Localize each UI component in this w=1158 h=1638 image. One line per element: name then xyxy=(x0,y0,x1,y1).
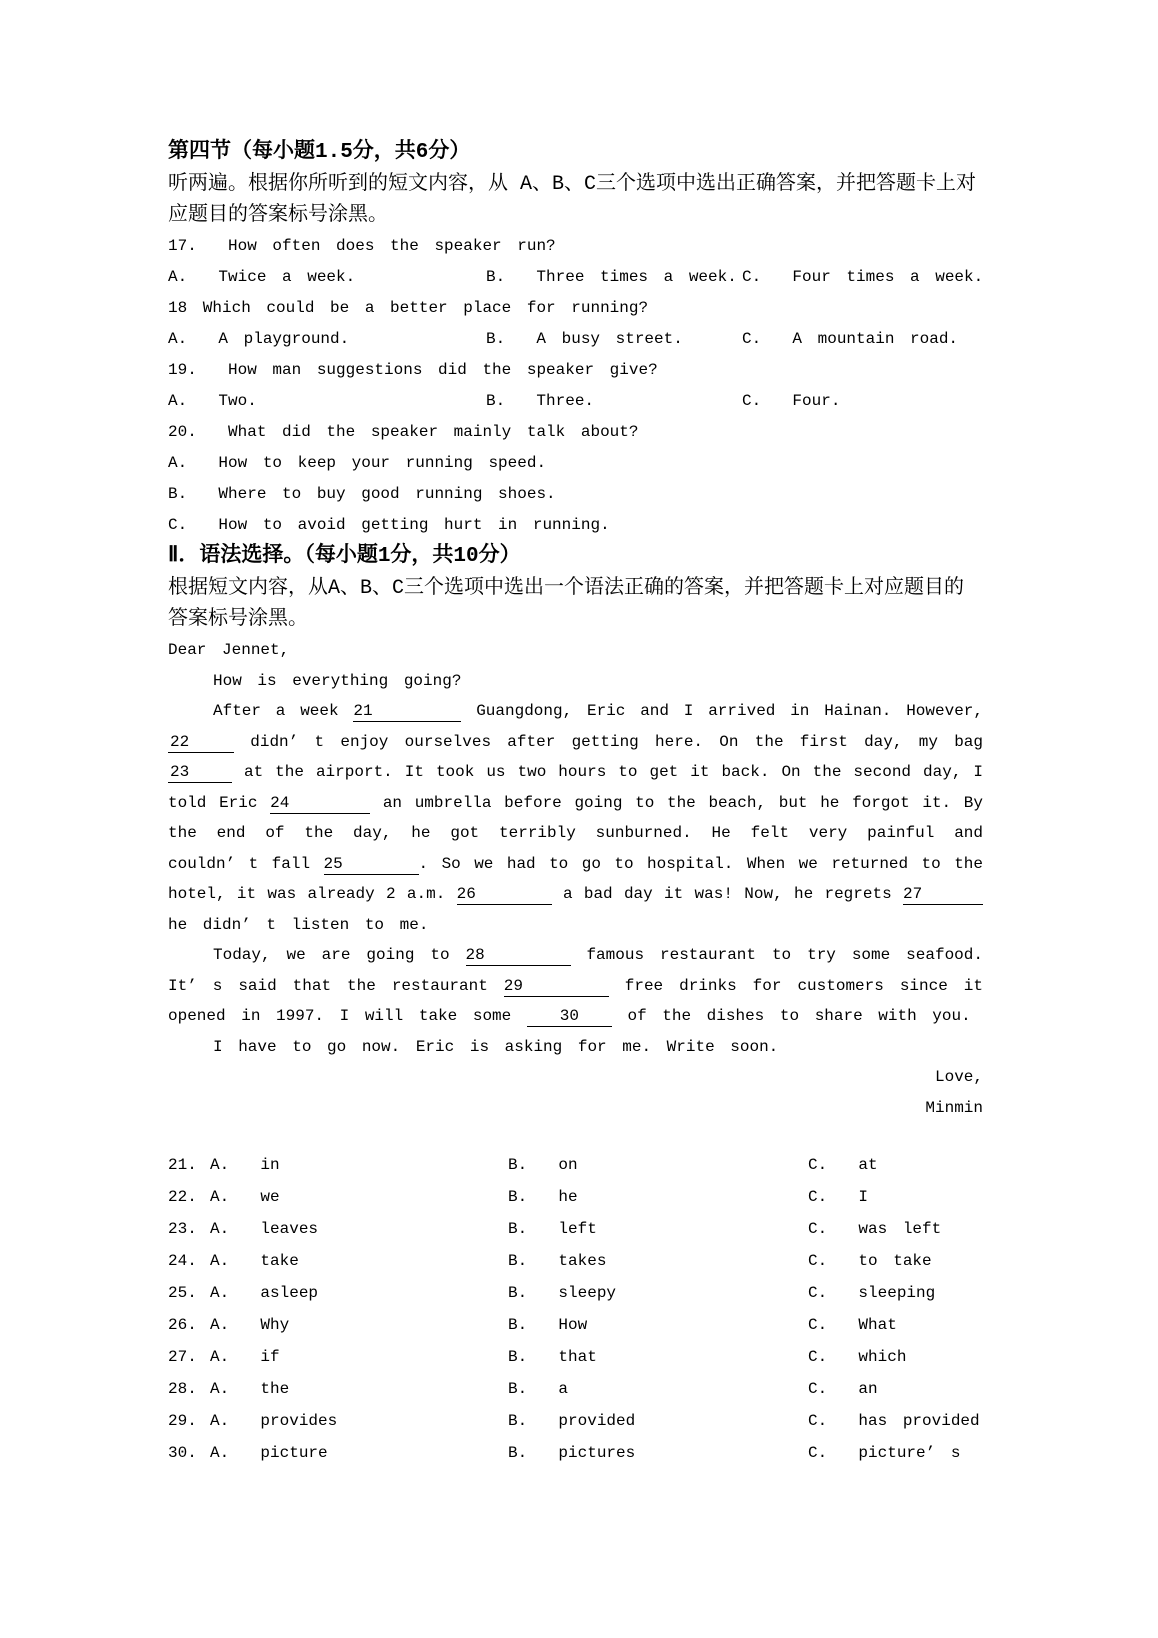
grammar-section-title: Ⅱ．语法选择。（每小题1分，共10分） xyxy=(168,545,521,568)
choice-a: A. leaves xyxy=(210,1220,319,1238)
choice-b: B. provided xyxy=(508,1412,636,1430)
choice-row xyxy=(168,1245,983,1277)
choice-row xyxy=(168,1373,983,1405)
choice-c: C. What xyxy=(808,1316,897,1334)
choice-num: 23. xyxy=(168,1220,197,1238)
choice-num: 27. xyxy=(168,1348,197,1366)
choice-a: A. provides xyxy=(210,1412,338,1430)
letter-body xyxy=(168,666,983,1063)
letter-closing: Love, xyxy=(934,1068,983,1086)
option-b: B. Where to buy good running shoes. xyxy=(168,485,556,503)
choice-num: 25. xyxy=(168,1284,197,1302)
answer-blank-26: 26 xyxy=(457,886,552,905)
instruction-line: 听两遍。根据你所听到的短文内容，从 A、B、C三个选项中选出正确答案，并把答题卡上对 xyxy=(168,173,977,196)
choices-list xyxy=(168,1149,983,1469)
question-stem: 18 Which could be a better place for running? xyxy=(168,299,649,317)
option-a: A. Two. xyxy=(168,392,257,410)
choice-num: 22. xyxy=(168,1188,197,1206)
instruction-line: 答案标号涂黑。 xyxy=(168,608,308,631)
option-b: B. Three times a week. xyxy=(486,268,737,286)
question-stem: 17. How often does the speaker run? xyxy=(168,237,556,255)
letter-line: How is everything going? xyxy=(213,671,462,690)
choice-b: B. takes xyxy=(508,1252,607,1270)
choice-num: 24. xyxy=(168,1252,197,1270)
choice-a: A. if xyxy=(210,1348,280,1366)
option-a: A. Twice a week. xyxy=(168,268,356,286)
choice-row xyxy=(168,1213,983,1245)
instruction-line: 应题目的答案标号涂黑。 xyxy=(168,204,388,227)
choice-c: C. was left xyxy=(808,1220,942,1238)
choice-c: C. to take xyxy=(808,1252,932,1270)
instruction-line: 根据短文内容，从A、B、C三个选项中选出一个语法正确的答案，并把答题卡上对应题目的 xyxy=(168,577,965,600)
question-stem: 20. What did the speaker mainly talk about? xyxy=(168,423,639,441)
letter-line: opened in 1997. I will take some 30 of the dishes to share with you. xyxy=(168,1007,971,1025)
answer-blank-28: 28 xyxy=(466,947,571,966)
grammar-section xyxy=(168,541,983,1469)
grammar-instructions xyxy=(168,573,983,635)
letter-line: It’ s said that the restaurant 29 free drinks for customers since it xyxy=(168,976,983,995)
choice-c: C. which xyxy=(808,1348,907,1366)
letter-line: the end of the day, he got terribly sunburned. He felt very painful and xyxy=(168,824,983,842)
choice-b: B. on xyxy=(508,1156,578,1174)
choice-b: B. sleepy xyxy=(508,1284,617,1302)
choice-num: 28. xyxy=(168,1380,197,1398)
listening-instructions xyxy=(168,169,983,231)
choice-row xyxy=(168,1149,983,1181)
answer-blank-27: 27 xyxy=(903,886,983,905)
choice-row xyxy=(168,1437,983,1469)
answer-blank-29: 29 xyxy=(504,978,609,997)
option-a: A. How to keep your running speed. xyxy=(168,454,547,472)
answer-blank-23: 23 xyxy=(168,764,232,783)
option-b: B. A busy street. xyxy=(486,330,683,348)
letter-line: hotel, it was already 2 a.m. 26 a bad day it was! Now, he regrets 27 xyxy=(168,879,983,910)
letter-line: he didn’ t listen to me. xyxy=(168,915,429,934)
answer-blank-25: 25 xyxy=(324,856,419,875)
choice-b: B. that xyxy=(508,1348,597,1366)
choice-b: B. pictures xyxy=(508,1444,636,1462)
choice-num: 29. xyxy=(168,1412,197,1430)
letter-line: 23 at the airport. It took us two hours to get it back. On the second day, I xyxy=(170,763,983,781)
choice-b: B. he xyxy=(508,1188,578,1206)
letter-line: Today, we are going to 28 famous restaurant to try some seafood. xyxy=(213,946,983,964)
letter-signature: Minmin xyxy=(925,1098,983,1117)
option-c: C. A mountain road. xyxy=(742,330,959,348)
listening-section xyxy=(168,137,983,541)
option-c: C. How to avoid getting hurt in running. xyxy=(168,516,610,534)
choice-b: B. a xyxy=(508,1380,569,1398)
choice-num: 26. xyxy=(168,1316,197,1334)
option-c: C. Four times a week. xyxy=(742,268,984,286)
choice-a: A. take xyxy=(210,1252,299,1270)
answer-blank-24: 24 xyxy=(270,795,370,814)
choice-a: A. we xyxy=(210,1188,280,1206)
choice-c: C. sleeping xyxy=(808,1284,936,1302)
choice-row xyxy=(168,1309,983,1341)
choice-c: C. has provided xyxy=(808,1412,980,1430)
answer-blank-21: 21 xyxy=(353,703,461,722)
letter-line: After a week 21 Guangdong, Eric and I arrived in Hainan. However, xyxy=(213,702,984,720)
choice-a: A. in xyxy=(210,1156,280,1174)
choice-c: C. at xyxy=(808,1156,878,1174)
choice-row xyxy=(168,1277,983,1309)
choice-a: A. Why xyxy=(210,1316,290,1334)
listening-questions xyxy=(168,231,983,541)
options-row xyxy=(168,262,983,293)
choice-a: A. asleep xyxy=(210,1284,319,1302)
choice-row xyxy=(168,1341,983,1373)
choice-row xyxy=(168,1405,983,1437)
choice-num: 30. xyxy=(168,1444,197,1462)
question-stem: 19. How man suggestions did the speaker give? xyxy=(168,361,658,379)
letter-line: couldn’ t fall 25 . So we had to go to hospital. When we returned to the xyxy=(168,854,984,873)
choice-a: A. picture xyxy=(210,1444,328,1462)
option-b: B. Three. xyxy=(486,392,595,410)
option-a: A. A playground. xyxy=(168,330,350,348)
options-row xyxy=(168,386,983,417)
letter-line: 22 didn’ t enjoy ourselves after getting here. On the first day, my bag xyxy=(170,732,983,751)
answer-blank-30: 30 xyxy=(527,1008,612,1027)
options-row xyxy=(168,324,983,355)
choice-c: C. an xyxy=(808,1380,878,1398)
choice-c: C. picture’ s xyxy=(808,1444,961,1462)
choice-b: B. How xyxy=(508,1316,588,1334)
option-c: C. Four. xyxy=(742,392,841,410)
letter-salutation: Dear Jennet, xyxy=(168,641,290,659)
answer-blank-22: 22 xyxy=(168,734,234,753)
choice-c: C. I xyxy=(808,1188,869,1206)
choice-row xyxy=(168,1181,983,1213)
choice-b: B. left xyxy=(508,1220,597,1238)
choice-num: 21. xyxy=(168,1156,197,1174)
listening-section-title: 第四节（每小题1.5分，共6分） xyxy=(168,141,471,164)
letter-line: I have to go now. Eric is asking for me. Write soon. xyxy=(213,1037,779,1056)
choice-a: A. the xyxy=(210,1380,290,1398)
letter xyxy=(168,635,983,1123)
letter-line: told Eric 24 an umbrella before going to the beach, but he forgot it. By xyxy=(168,793,984,812)
